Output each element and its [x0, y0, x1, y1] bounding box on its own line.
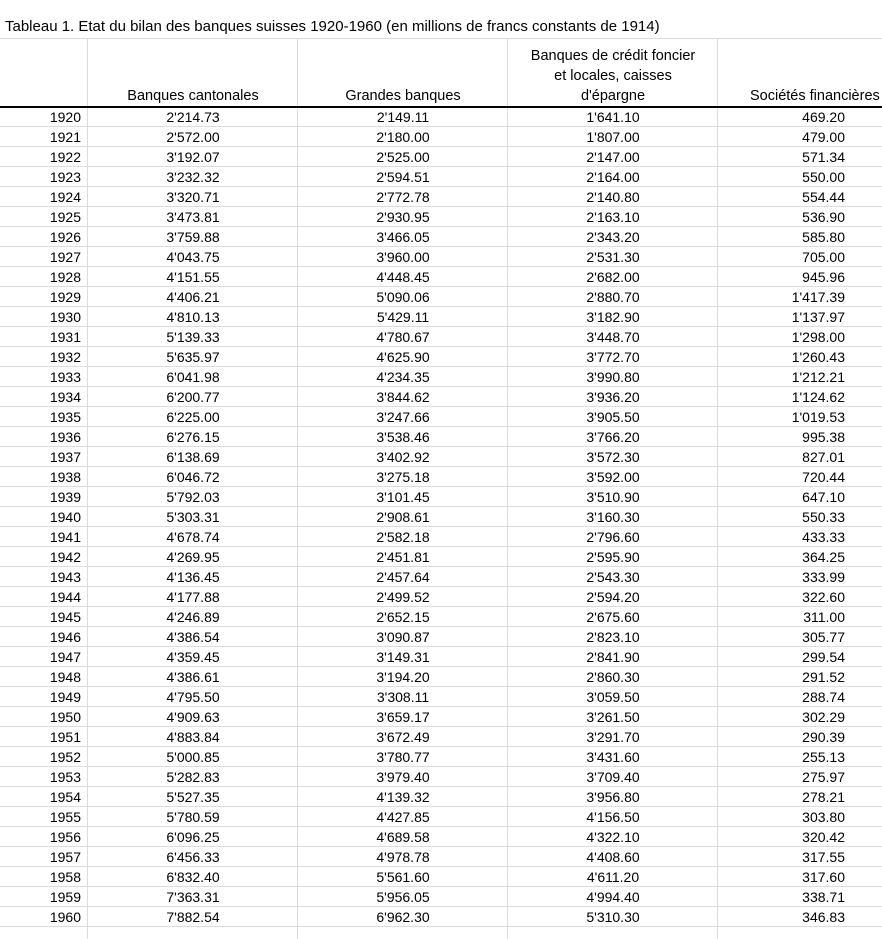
table-row [0, 327, 882, 347]
table-row [0, 747, 882, 767]
cell-grandes-banques: 3'659.17 [376, 709, 430, 725]
cell-banques-cantonales: 5'000.85 [166, 749, 220, 765]
cell-year: 1932 [49, 349, 81, 365]
cell-credit-foncier: 3'182.90 [586, 309, 640, 325]
cell-banques-cantonales: 3'473.81 [166, 209, 220, 225]
cell-grandes-banques: 4'448.45 [376, 269, 430, 285]
cell-societes-financieres: 554.44 [802, 189, 845, 205]
cell-societes-financieres: 550.00 [802, 169, 845, 185]
table-row [0, 347, 882, 367]
cell-societes-financieres: 322.60 [802, 589, 845, 605]
cell-year: 1930 [49, 309, 81, 325]
cell-credit-foncier: 2'595.90 [586, 549, 640, 565]
gridline [0, 926, 882, 927]
cell-year: 1927 [49, 249, 81, 265]
table-row [0, 387, 882, 407]
cell-credit-foncier: 2'543.30 [586, 569, 640, 585]
cell-societes-financieres: 1'212.21 [791, 369, 845, 385]
table-title: Tableau 1. Etat du bilan des banques suisses 1920-1960 (en millions de francs constants de 1914) [5, 18, 660, 35]
cell-grandes-banques: 3'101.45 [376, 489, 430, 505]
cell-banques-cantonales: 3'232.32 [166, 169, 220, 185]
cell-societes-financieres: 338.71 [802, 889, 845, 905]
table-row [0, 227, 882, 247]
cell-banques-cantonales: 6'200.77 [166, 389, 220, 405]
cell-year: 1945 [49, 609, 81, 625]
cell-grandes-banques: 3'194.20 [376, 669, 430, 685]
cell-societes-financieres: 302.29 [802, 709, 845, 725]
cell-banques-cantonales: 4'151.55 [166, 269, 220, 285]
cell-year: 1937 [49, 449, 81, 465]
cell-grandes-banques: 3'979.40 [376, 769, 430, 785]
cell-societes-financieres: 571.34 [802, 149, 845, 165]
cell-grandes-banques: 3'308.11 [376, 689, 430, 705]
cell-societes-financieres: 320.42 [802, 829, 845, 845]
cell-credit-foncier: 2'594.20 [586, 589, 640, 605]
cell-credit-foncier: 2'880.70 [586, 289, 640, 305]
cell-grandes-banques: 4'427.85 [376, 809, 430, 825]
cell-year: 1939 [49, 489, 81, 505]
gridline [0, 38, 882, 39]
cell-banques-cantonales: 7'363.31 [166, 889, 220, 905]
cell-year: 1938 [49, 469, 81, 485]
cell-grandes-banques: 3'247.66 [376, 409, 430, 425]
cell-grandes-banques: 5'090.06 [376, 289, 430, 305]
cell-societes-financieres: 827.01 [802, 449, 845, 465]
cell-societes-financieres: 317.55 [802, 849, 845, 865]
cell-societes-financieres: 433.33 [802, 529, 845, 545]
cell-banques-cantonales: 6'225.00 [166, 409, 220, 425]
cell-grandes-banques: 3'275.18 [376, 469, 430, 485]
table-row [0, 507, 882, 527]
cell-banques-cantonales: 2'572.00 [166, 129, 220, 145]
cell-year: 1952 [49, 749, 81, 765]
cell-year: 1920 [49, 109, 81, 125]
cell-banques-cantonales: 5'282.83 [166, 769, 220, 785]
cell-credit-foncier: 2'343.20 [586, 229, 640, 245]
cell-year: 1921 [49, 129, 81, 145]
cell-banques-cantonales: 6'276.15 [166, 429, 220, 445]
cell-credit-foncier: 4'156.50 [586, 809, 640, 825]
cell-banques-cantonales: 5'139.33 [166, 329, 220, 345]
table-row [0, 527, 882, 547]
cell-year: 1946 [49, 629, 81, 645]
cell-credit-foncier: 3'905.50 [586, 409, 640, 425]
cell-banques-cantonales: 3'759.88 [166, 229, 220, 245]
cell-banques-cantonales: 6'456.33 [166, 849, 220, 865]
cell-credit-foncier: 2'163.10 [586, 209, 640, 225]
cell-credit-foncier: 3'160.30 [586, 509, 640, 525]
cell-societes-financieres: 585.80 [802, 229, 845, 245]
cell-credit-foncier: 3'572.30 [586, 449, 640, 465]
table-row [0, 287, 882, 307]
cell-credit-foncier: 3'592.00 [586, 469, 640, 485]
cell-year: 1941 [49, 529, 81, 545]
table-row [0, 667, 882, 687]
cell-banques-cantonales: 4'136.45 [166, 569, 220, 585]
cell-grandes-banques: 4'689.58 [376, 829, 430, 845]
cell-banques-cantonales: 7'882.54 [166, 909, 220, 925]
table-row [0, 727, 882, 747]
table-row [0, 587, 882, 607]
cell-year: 1928 [49, 269, 81, 285]
cell-banques-cantonales: 5'303.31 [166, 509, 220, 525]
cell-banques-cantonales: 4'795.50 [166, 689, 220, 705]
table-row [0, 787, 882, 807]
cell-grandes-banques: 2'908.61 [376, 509, 430, 525]
cell-grandes-banques: 2'930.95 [376, 209, 430, 225]
cell-societes-financieres: 278.21 [802, 789, 845, 805]
cell-credit-foncier: 2'796.60 [586, 529, 640, 545]
cell-credit-foncier: 4'994.40 [586, 889, 640, 905]
cell-grandes-banques: 5'561.60 [376, 869, 430, 885]
cell-societes-financieres: 311.00 [803, 609, 845, 625]
table-row [0, 487, 882, 507]
table-row [0, 647, 882, 667]
cell-year: 1936 [49, 429, 81, 445]
cell-credit-foncier: 2'147.00 [586, 149, 640, 165]
cell-banques-cantonales: 4'386.54 [166, 629, 220, 645]
cell-banques-cantonales: 4'386.61 [166, 669, 220, 685]
cell-grandes-banques: 2'594.51 [376, 169, 430, 185]
cell-societes-financieres: 1'124.62 [791, 389, 845, 405]
cell-year: 1957 [49, 849, 81, 865]
table-row [0, 867, 882, 887]
cell-year: 1923 [49, 169, 81, 185]
cell-societes-financieres: 346.83 [802, 909, 845, 925]
cell-credit-foncier: 2'164.00 [586, 169, 640, 185]
table-row [0, 827, 882, 847]
cell-societes-financieres: 303.80 [802, 809, 845, 825]
cell-banques-cantonales: 4'678.74 [166, 529, 220, 545]
cell-societes-financieres: 469.20 [802, 109, 845, 125]
cell-societes-financieres: 647.10 [802, 489, 845, 505]
cell-credit-foncier: 3'510.90 [586, 489, 640, 505]
cell-societes-financieres: 290.39 [802, 729, 845, 745]
cell-banques-cantonales: 2'214.73 [166, 109, 220, 125]
cell-credit-foncier: 2'823.10 [586, 629, 640, 645]
cell-credit-foncier: 3'772.70 [586, 349, 640, 365]
table-row [0, 707, 882, 727]
cell-credit-foncier: 3'709.40 [586, 769, 640, 785]
cell-banques-cantonales: 6'096.25 [166, 829, 220, 845]
cell-grandes-banques: 3'672.49 [376, 729, 430, 745]
cell-year: 1943 [49, 569, 81, 585]
cell-year: 1958 [49, 869, 81, 885]
cell-societes-financieres: 550.33 [802, 509, 845, 525]
table-row [0, 247, 882, 267]
table-row [0, 687, 882, 707]
table-row [0, 267, 882, 287]
table-row [0, 107, 882, 127]
cell-societes-financieres: 364.25 [802, 549, 845, 565]
header-credit-line-1: Banques de crédit foncier [530, 48, 696, 64]
cell-year: 1929 [49, 289, 81, 305]
cell-banques-cantonales: 6'832.40 [166, 869, 220, 885]
cell-year: 1931 [49, 329, 81, 345]
cell-grandes-banques: 2'652.15 [376, 609, 430, 625]
cell-societes-financieres: 1'417.39 [791, 289, 845, 305]
table-row [0, 307, 882, 327]
table-row [0, 127, 882, 147]
table-row [0, 407, 882, 427]
cell-societes-financieres: 1'298.00 [791, 329, 845, 345]
cell-societes-financieres: 1'260.43 [791, 349, 845, 365]
cell-credit-foncier: 3'936.20 [586, 389, 640, 405]
cell-banques-cantonales: 4'359.45 [166, 649, 220, 665]
cell-credit-foncier: 3'448.70 [586, 329, 640, 345]
cell-societes-financieres: 720.44 [802, 469, 845, 485]
cell-banques-cantonales: 3'320.71 [166, 189, 220, 205]
cell-banques-cantonales: 5'792.03 [166, 489, 220, 505]
cell-year: 1949 [49, 689, 81, 705]
table-row [0, 547, 882, 567]
cell-year: 1948 [49, 669, 81, 685]
cell-societes-financieres: 536.90 [802, 209, 845, 225]
table-row [0, 147, 882, 167]
cell-banques-cantonales: 4'043.75 [166, 249, 220, 265]
cell-banques-cantonales: 6'138.69 [166, 449, 220, 465]
table-row [0, 447, 882, 467]
cell-year: 1951 [49, 729, 81, 745]
cell-banques-cantonales: 4'883.84 [166, 729, 220, 745]
cell-banques-cantonales: 4'269.95 [166, 549, 220, 565]
cell-credit-foncier: 3'059.50 [586, 689, 640, 705]
cell-credit-foncier: 4'322.10 [586, 829, 640, 845]
table-row [0, 207, 882, 227]
cell-banques-cantonales: 6'046.72 [166, 469, 220, 485]
cell-year: 1955 [49, 809, 81, 825]
cell-grandes-banques: 2'451.81 [376, 549, 430, 565]
cell-credit-foncier: 2'675.60 [586, 609, 640, 625]
cell-year: 1956 [49, 829, 81, 845]
header-grandes-banques: Grandes banques [345, 88, 461, 104]
cell-year: 1934 [49, 389, 81, 405]
table-row [0, 467, 882, 487]
cell-year: 1935 [49, 409, 81, 425]
cell-year: 1940 [49, 509, 81, 525]
cell-year: 1926 [49, 229, 81, 245]
cell-societes-financieres: 299.54 [802, 649, 845, 665]
cell-societes-financieres: 479.00 [802, 129, 845, 145]
cell-credit-foncier: 4'611.20 [586, 869, 640, 885]
cell-banques-cantonales: 5'780.59 [166, 809, 220, 825]
table-row [0, 627, 882, 647]
cell-societes-financieres: 275.97 [802, 769, 845, 785]
cell-credit-foncier: 4'408.60 [586, 849, 640, 865]
cell-grandes-banques: 3'538.46 [376, 429, 430, 445]
table-row [0, 887, 882, 907]
cell-credit-foncier: 3'990.80 [586, 369, 640, 385]
cell-credit-foncier: 5'310.30 [586, 909, 640, 925]
cell-credit-foncier: 3'291.70 [586, 729, 640, 745]
cell-banques-cantonales: 4'246.89 [166, 609, 220, 625]
table-row [0, 807, 882, 827]
cell-year: 1925 [49, 209, 81, 225]
cell-year: 1960 [49, 909, 81, 925]
cell-credit-foncier: 3'956.80 [586, 789, 640, 805]
cell-grandes-banques: 3'960.00 [376, 249, 430, 265]
cell-grandes-banques: 6'962.30 [376, 909, 430, 925]
cell-grandes-banques: 2'149.11 [376, 109, 430, 125]
cell-grandes-banques: 3'466.05 [376, 229, 430, 245]
cell-year: 1959 [49, 889, 81, 905]
cell-year: 1924 [49, 189, 81, 205]
cell-grandes-banques: 3'149.31 [376, 649, 430, 665]
table-row [0, 167, 882, 187]
cell-grandes-banques: 3'844.62 [376, 389, 430, 405]
table-row [0, 607, 882, 627]
cell-societes-financieres: 255.13 [802, 749, 845, 765]
cell-year: 1942 [49, 549, 81, 565]
cell-year: 1947 [49, 649, 81, 665]
header-banques-cantonales: Banques cantonales [127, 88, 259, 104]
cell-grandes-banques: 4'978.78 [376, 849, 430, 865]
cell-grandes-banques: 5'429.11 [376, 309, 430, 325]
cell-banques-cantonales: 3'192.07 [166, 149, 220, 165]
cell-year: 1954 [49, 789, 81, 805]
table-row [0, 427, 882, 447]
cell-grandes-banques: 3'780.77 [376, 749, 430, 765]
cell-banques-cantonales: 5'635.97 [166, 349, 220, 365]
cell-societes-financieres: 1'137.97 [791, 309, 845, 325]
cell-grandes-banques: 4'780.67 [376, 329, 430, 345]
cell-societes-financieres: 333.99 [802, 569, 845, 585]
cell-grandes-banques: 5'956.05 [376, 889, 430, 905]
header-credit-line-2: et locales, caisses [554, 68, 672, 84]
table-row [0, 767, 882, 787]
cell-credit-foncier: 2'682.00 [586, 269, 640, 285]
cell-grandes-banques: 2'582.18 [376, 529, 430, 545]
cell-credit-foncier: 3'261.50 [586, 709, 640, 725]
cell-banques-cantonales: 4'810.13 [166, 309, 220, 325]
cell-grandes-banques: 3'090.87 [376, 629, 430, 645]
cell-credit-foncier: 2'841.90 [586, 649, 640, 665]
cell-societes-financieres: 705.00 [802, 249, 845, 265]
cell-year: 1944 [49, 589, 81, 605]
cell-year: 1950 [49, 709, 81, 725]
header-societes-financieres: Sociétés financières [750, 88, 880, 104]
table-row [0, 567, 882, 587]
cell-societes-financieres: 317.60 [802, 869, 845, 885]
cell-societes-financieres: 995.38 [802, 429, 845, 445]
cell-grandes-banques: 4'625.90 [376, 349, 430, 365]
cell-grandes-banques: 4'139.32 [376, 789, 430, 805]
cell-societes-financieres: 1'019.53 [791, 409, 845, 425]
cell-credit-foncier: 2'531.30 [586, 249, 640, 265]
cell-year: 1953 [49, 769, 81, 785]
table-row [0, 187, 882, 207]
table-row [0, 367, 882, 387]
table-row [0, 907, 882, 927]
cell-banques-cantonales: 4'177.88 [166, 589, 220, 605]
cell-societes-financieres: 945.96 [802, 269, 845, 285]
cell-grandes-banques: 3'402.92 [376, 449, 430, 465]
cell-credit-foncier: 3'766.20 [586, 429, 640, 445]
cell-credit-foncier: 1'807.00 [586, 129, 640, 145]
header-credit-line-3: d'épargne [580, 88, 646, 104]
cell-credit-foncier: 2'860.30 [586, 669, 640, 685]
cell-year: 1933 [49, 369, 81, 385]
cell-credit-foncier: 2'140.80 [586, 189, 640, 205]
cell-grandes-banques: 4'234.35 [376, 369, 430, 385]
cell-grandes-banques: 2'525.00 [376, 149, 430, 165]
table-row [0, 847, 882, 867]
cell-banques-cantonales: 5'527.35 [166, 789, 220, 805]
cell-grandes-banques: 2'180.00 [376, 129, 430, 145]
cell-societes-financieres: 305.77 [802, 629, 845, 645]
cell-banques-cantonales: 4'406.21 [166, 289, 220, 305]
cell-grandes-banques: 2'772.78 [376, 189, 430, 205]
cell-societes-financieres: 291.52 [802, 669, 845, 685]
cell-credit-foncier: 1'641.10 [586, 109, 640, 125]
cell-grandes-banques: 2'499.52 [376, 589, 430, 605]
cell-credit-foncier: 3'431.60 [586, 749, 640, 765]
cell-banques-cantonales: 6'041.98 [166, 369, 220, 385]
cell-grandes-banques: 2'457.64 [376, 569, 430, 585]
cell-banques-cantonales: 4'909.63 [166, 709, 220, 725]
cell-year: 1922 [49, 149, 81, 165]
cell-societes-financieres: 288.74 [802, 689, 845, 705]
